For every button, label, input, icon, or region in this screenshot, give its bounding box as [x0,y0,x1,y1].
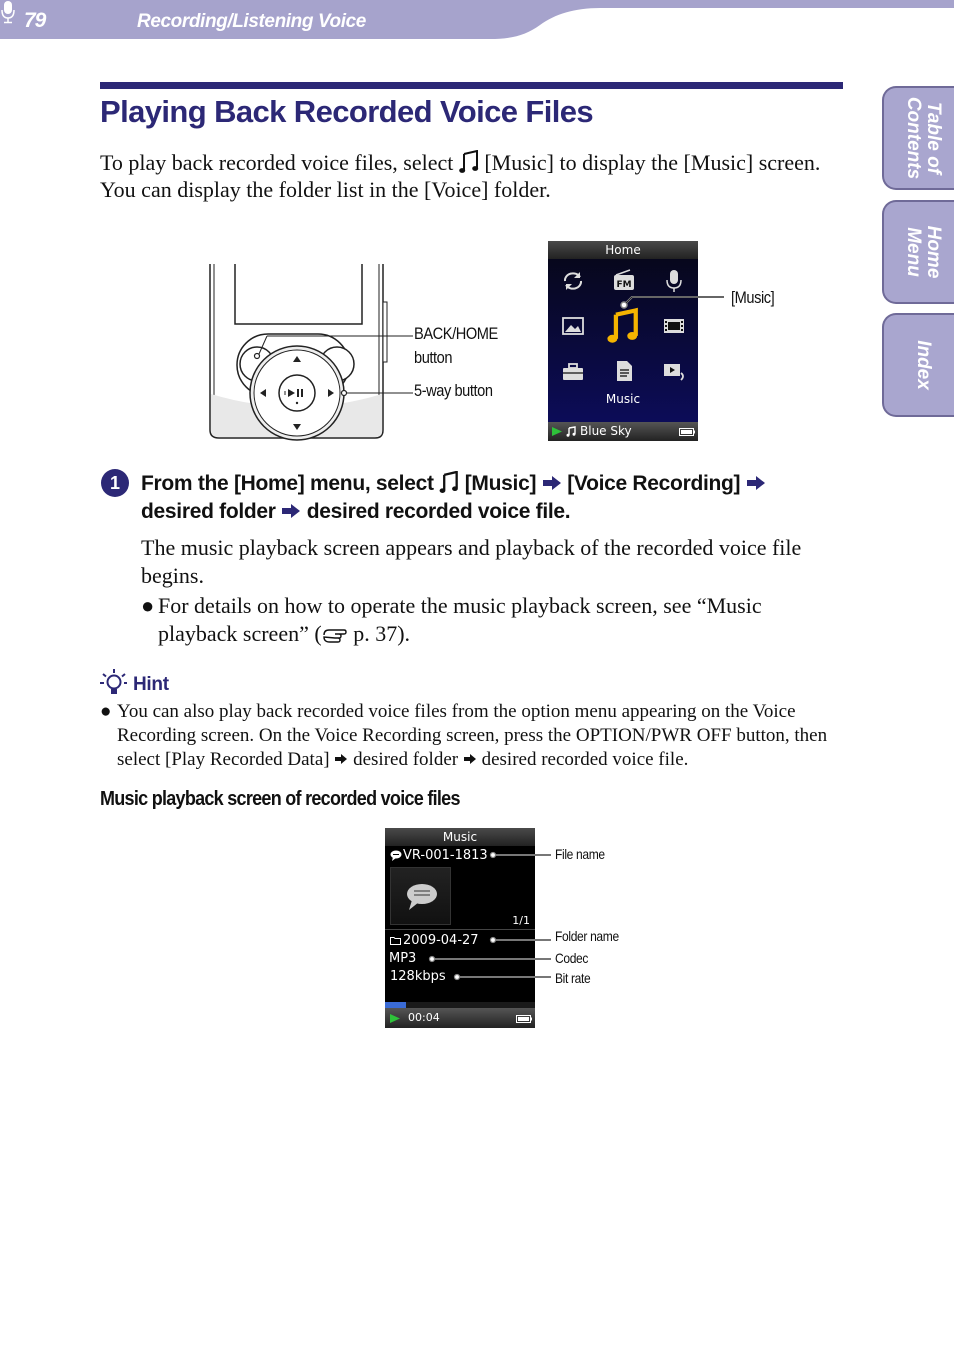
hint-text-part: You can also play back recorded voice files from the option menu appearing on the Voice Recording screen. On the Voice Recording screen, press the OPTION/PWR OFF button, then select [Play Recorded Data] [117,701,828,770]
player-device-illustration [205,262,545,447]
toolbox-icon [561,359,585,383]
home-selected-label: Music [605,392,641,406]
callout-codec: Codec [555,950,589,966]
playback-callout-lines [420,848,555,988]
video-icon [662,314,686,338]
elapsed-time: 00:04 [408,1011,440,1024]
svg-text:FM: FM [616,280,632,290]
page-number: 79 [24,9,46,32]
step-number-badge: 1 [101,469,129,497]
bullet-text-part: For details on how to operate the music playback screen, see “Music playback screen” ( [158,593,762,646]
arrow-right-icon [746,475,766,491]
bit-rate: 128kbps [390,969,446,984]
callout-5way-button: 5-way button [414,381,493,400]
voice-file-icon [390,850,402,861]
microphone-icon [0,0,16,24]
hint-label: Hint [133,674,169,695]
playback-screen-header: Music [385,828,535,846]
codec: MP3 [389,951,417,966]
section-subheading: Music playback screen of recorded voice files [100,788,460,810]
now-playing-icon [662,359,686,383]
play-icon [552,427,562,436]
now-playing-title: Blue Sky [580,424,632,438]
intro-text: To play back recorded voice files, select [100,150,459,175]
music-note-icon [459,150,479,174]
tab-label: Table of Contents [903,96,944,180]
callout-file-name: File name [555,846,605,862]
folder-icon [390,936,401,945]
folder-name: 2009-04-27 [403,933,479,948]
play-icon [390,1014,400,1023]
page-title: Playing Back Recorded Voice Files [100,94,594,129]
tab-label: Home Menu [903,225,944,279]
arrow-right-icon [281,503,301,519]
tab-index[interactable] [882,313,954,417]
file-name: VR-001-1813 [403,848,488,863]
bullet-text [141,592,841,648]
step-description: The music playback screen appears and playback of the recorded voice file begins. [141,535,802,588]
home-screen-header: Home [548,241,698,259]
repeat-icon [561,269,585,293]
track-count: 1/1 [512,914,530,927]
section-title: Recording/Listening Voice [137,11,366,32]
music-note-icon [566,426,576,437]
hint-text-part: desired recorded voice file. [476,749,689,770]
intro-paragraph [100,149,840,203]
step-heading [141,470,841,526]
step-bullet [141,592,841,648]
callout-music-line [618,290,728,312]
arrow-right-icon [542,475,562,491]
music-note-icon [439,471,459,494]
callout-music: [Music] [731,288,775,307]
step-heading-text: [Voice Recording] [561,472,746,495]
callout-back-home-button-line2: button [414,348,453,367]
title-rule [100,82,843,89]
hint-bullet-text [100,700,845,772]
bullet-dot: ● [141,593,155,618]
hint-text-part: desired folder [348,749,463,770]
bullet-dot: ● [100,701,112,722]
callout-folder-name: Folder name [555,928,619,944]
lightbulb-icon [99,666,127,698]
podcast-icon [612,359,636,383]
step-heading-text: From the [Home] menu, select [141,472,440,495]
bullet-text-part: p. 37). [347,621,411,646]
home-menu-screen [548,241,698,441]
pointing-hand-icon[interactable] [322,626,348,644]
photo-icon [561,314,585,338]
intro-text: [Music] to display the [Music] screen. You can display the folder list in the [Voice] folder. [100,150,821,202]
step-heading-text: desired folder [141,500,282,523]
music-note-icon [606,307,640,345]
step-heading-text: desired recorded voice file. [301,500,571,523]
hint-text [100,700,845,772]
callout-bit-rate: Bit rate [555,970,591,986]
battery-icon [516,1015,532,1023]
battery-icon [679,428,695,436]
arrow-right-icon [463,753,477,765]
tab-table-of-contents[interactable] [882,86,954,190]
arrow-right-icon [334,753,348,765]
tab-home-menu[interactable] [882,200,954,304]
tab-label: Index [913,340,934,390]
callout-back-home-button: BACK/HOME [414,324,498,343]
page-header [0,0,954,40]
step-heading-text: [Music] [459,472,542,495]
